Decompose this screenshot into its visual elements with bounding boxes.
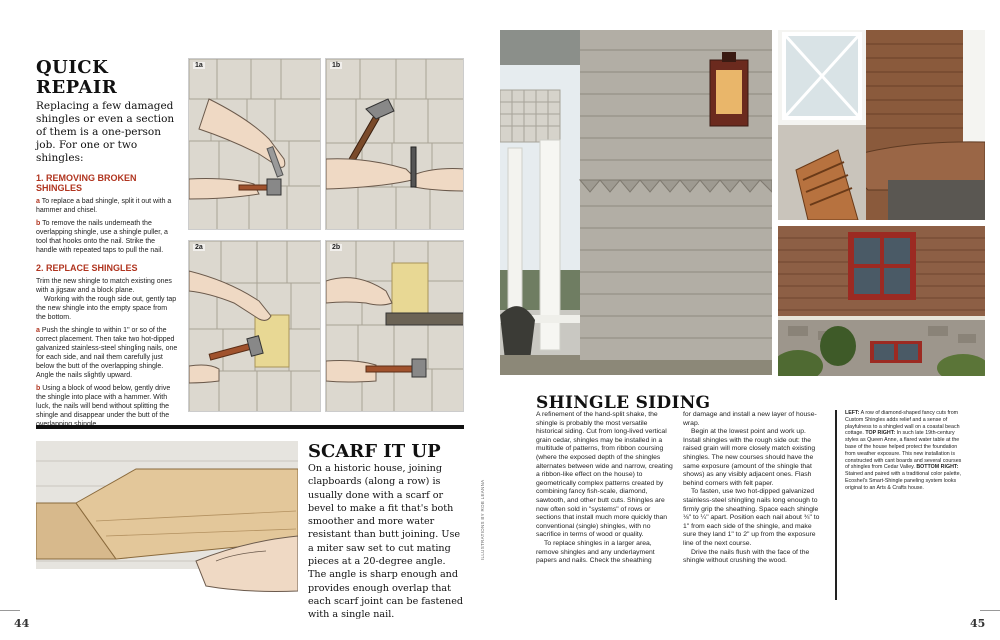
section2-heading: 2. REPLACE SHINGLES [36, 263, 138, 273]
step-2b: b Using a block of wood below, gently drive the shingle into place with a hammer. With luck, the nails will bend without splitting the shingle and disappear under the butt of the [36, 385, 171, 419]
step-1a: a To replace a bad shingle, split it out with a hammer and chisel. [36, 198, 172, 214]
scarf-title: SCARF IT UP [308, 441, 441, 462]
illustration-2a [188, 240, 321, 412]
flared-water-table-photo [778, 30, 985, 220]
caption-divider [835, 410, 837, 600]
shingle-siding-column-2 [683, 411, 821, 566]
porch-shingle-photo [500, 30, 772, 375]
quick-repair-section [36, 58, 178, 429]
panel-label-2b: 2b [332, 244, 341, 251]
quick-repair-title: QUICK REPAIR [36, 57, 118, 98]
step-2-intro-1: Trim the new shingle to match existing ones with a jigsaw and a block plane. [36, 278, 172, 294]
step-2a: a Push the shingle to within 1" or so of the correct placement. Then take two hot-dipped galvanized stainless-steel shingling nails, one for each side, and nail them carefully just below the butt of the overlapping shingle. Angle the nails slightly upward. [36, 327, 178, 379]
panel-label-2a: 2a [195, 244, 203, 251]
photo-captions: LEFT: A row of diamond-shaped fancy cuts from Custom Shingles adds relief and a sense of playfulness to a shingled wall on a coastal beach cottage. TOP RIGHT: In such late 19th-century styles as Queen Anne, a flared water table at the base of the house helped protect the foundation from weather exposure. This new installation is constructed with cant boards and several courses of shingles from Cedar Valley. BOTTOM RIGHT: Stained and paired with a traditional color palette, Ecoshel's Smart-Shingle paneling system looks original to an Arts & Crafts house. [845, 410, 962, 491]
illustration-2b [325, 240, 464, 412]
section1-heading: 1. REMOVING BROKEN SHINGLES [36, 173, 137, 193]
right-page-rule [980, 610, 1000, 611]
step-2-intro-2: Working with the rough side out, gently tap the new shingle into the empty space from the bottom. [36, 296, 177, 321]
paragraph: for damage and install a new layer of house-wrap. [683, 411, 817, 427]
paragraph: A refinement of the hand-split shake, the shingle is probably the most versatile historical siding. Cut from long-lived vertical grain cedar, shingles may be installed in a multitude of patterns, from ribbon coursing (where the exposed depth of the shingles alternates between wide and narrow, creating a ribbon-like effect on the house) to geometrically complex patterns created by combining fancy fish-scale, diamond, sawtooth, and other butt cuts. Shingles are now often sold in "systems" of rows or sections that install much more quickly than conventional (single) shingles, with no sacrifice in terms of wood or quality. [536, 411, 673, 539]
left-page-rule [0, 610, 20, 611]
panel-label-1a: 1a [195, 62, 203, 69]
paragraph: To fasten, use two hot-dipped galvanized stainless-steel shingling nails long enough to firmly grip the sheathing. Space each shingle ⅛" to ¼" apart. Position each nail about ¾" to 1" from each side of the shingle, and make sure they land 1" to 2" up from the exposure line of the next course. [683, 488, 820, 547]
step-1b: b To remove the nails underneath the overlapping shingle, use a shingle puller, a tool that hooks onto the nail. Strike the handle with repeated taps to pull the nail. [36, 220, 168, 254]
shingle-siding-title: SHINGLE SIDING [536, 393, 711, 413]
illustration-credit: ILLUSTRATIONS BY ROB LEANNA [480, 479, 485, 560]
section-divider [36, 425, 464, 429]
left-page-number: 44 [14, 617, 30, 630]
panel-label-1b: 1b [332, 62, 341, 69]
paragraph: Begin at the lowest point and work up. Install shingles with the rough side out: the raised grain will more closely match existing shingles. The new courses should have the same exposure (amount of the shingle that shows) as any visibly adjacent ones. Flash behind corners with felt paper. [683, 428, 816, 487]
illustration-1a [188, 58, 321, 230]
paragraph: To replace shingles in a larger area, remove shingles and any underlayment papers and nails. Check the sheathing [536, 539, 655, 565]
shingle-siding-column-1 [536, 411, 674, 566]
illustration-1b [325, 58, 464, 230]
right-page-number: 45 [970, 617, 986, 630]
scarf-body: On a historic house, joining clapboards (along a row) is usually done with a scarf or bevel to make a fit that's both smoother and more water resistant than butt joining. Use a miter saw set to cut mating pieces at a 20-degree angle. The angle is sharp enough and provides enough overlap that each scarf joint can be fastened with a single nail. [308, 463, 464, 621]
paragraph: Drive the nails flush with the face of the shingle without crushing the wood. [683, 548, 810, 565]
scarf-joint-illustration [36, 441, 298, 601]
arts-crafts-house-photo [778, 226, 985, 376]
quick-repair-intro: Replacing a few damaged shingles or even a section of them is a one-person job. For one or two shingles: [36, 100, 175, 164]
